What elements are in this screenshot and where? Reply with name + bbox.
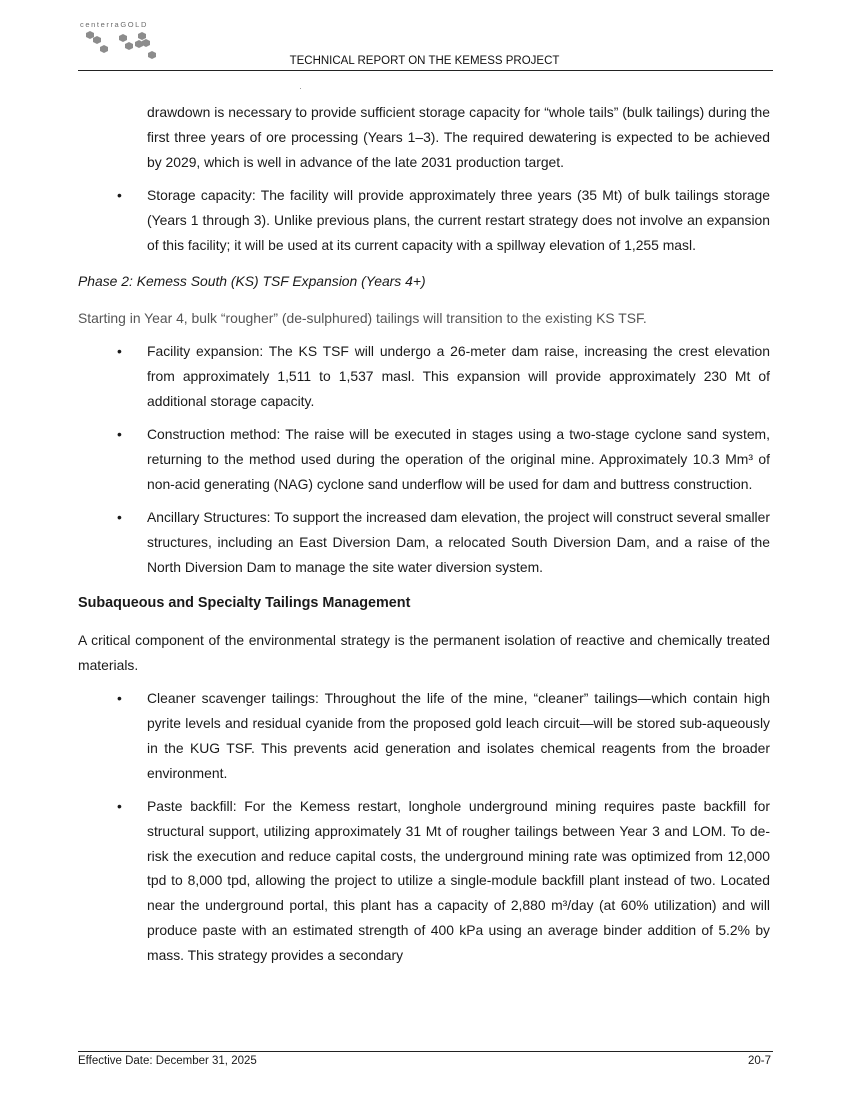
continued-bullet-list [78,100,770,175]
footer-divider [78,1051,773,1052]
phase-2-bullet-list [78,339,770,579]
section-heading: Subaqueous and Specialty Tailings Management [78,595,411,612]
list-item [78,505,770,580]
specialty-bullet-list [78,686,770,968]
bullet-icon: • [117,186,122,203]
phase-2-lead: Starting in Year 4, bulk “rougher” (de-sulphured) tailings will transition to the existing KS TSF. [78,310,647,327]
list-item [78,686,770,786]
bullet-text: Ancillary Structures: To support the increased dam elevation, the project will construct several smaller structures, including an East Diversion Dam, a relocated South Diversion Dam, and a raise of the North Diversion Dam to manage the site water diversion system. [147,508,770,575]
continued-paragraph: drawdown is necessary to provide sufficient storage capacity for “whole tails” (bulk tailings) during the first three years of ore processing (Years 1–3). The required dewatering is expected to be achieved by 2029, which is well in advance of the late 2031 production target. [147,104,770,170]
list-item [78,422,770,497]
bullet-text: Storage capacity: The facility will provide approximately three years (35 Mt) of bulk tailings storage (Years 1 through 3). Unlike previous plans, the current restart strategy does not involve an expansion of this facility; it will be used at its current capacity with a spillway elevation of 1,255 masl. [147,186,770,253]
list-item [78,100,770,175]
header-divider [78,70,773,71]
bullet-text: Facility expansion: The KS TSF will undergo a 26-meter dam raise, increasing the crest elevation from approximately 1,511 to 1,537 masl. This expansion will provide approximately 230 Mt of additional storage capacity. [147,343,770,410]
page-body [78,100,770,968]
bullet-icon: • [117,425,122,442]
effective-date: Effective Date: December 31, 2025 [78,1055,257,1067]
bullet-icon: • [117,343,122,360]
bullet-icon: • [117,690,122,707]
section-intro: A critical component of the environmental strategy is the permanent isolation of reactive and chemically treated materials. [78,632,770,674]
bullet-icon: • [117,508,122,525]
report-title: TECHNICAL REPORT ON THE KEMESS PROJECT [289,55,560,67]
list-item [78,183,770,258]
phase-2-heading: Phase 2: Kemess South (KS) TSF Expansion (Years 4+) [78,273,426,290]
bullet-text: Paste backfill: For the Kemess restart, longhole underground mining requires paste backfill for structural support, utilizing approximately 31 Mt of rougher tailings between Year 3 and LOM. To de-risk the execution and reduce capital costs, the underground mining rate was optimized from 12,000 tpd to 8,000 tpd, allowing the project to utilize a single-module backfill plant instead of two. Located near the underground portal, this plant has a capacity of 2,880 m³/day (at 60% utilization) and will produce paste with an estimated strength of 400 kPa using an average binder addition of 5.2% by mass. This strategy provides a secondary [147,797,770,964]
storage-bullet-list [78,183,770,258]
bullet-icon: • [117,797,122,814]
stray-mark [300,88,301,89]
page-number: 20-7 [747,1055,771,1067]
bullet-text: Construction method: The raise will be executed in stages using a two-stage cyclone sand system, returning to the method used during the operation of the original mine. Approximately 10.3 Mm³ of non-acid generating (NAG) cyclone sand underflow will be used for dam and buttress construction. [147,425,770,492]
bullet-text: Cleaner scavenger tailings: Throughout the life of the mine, “cleaner” tailings—which contain high pyrite levels and residual cyanide from the proposed gold leach circuit—will be stored sub-aqueously in the KUG TSF. This prevents acid generation and isolates chemical reagents from the broader environment. [147,690,770,781]
list-item [78,339,770,414]
list-item [78,794,770,968]
logo-wordmark: centerraGOLD [80,20,148,29]
